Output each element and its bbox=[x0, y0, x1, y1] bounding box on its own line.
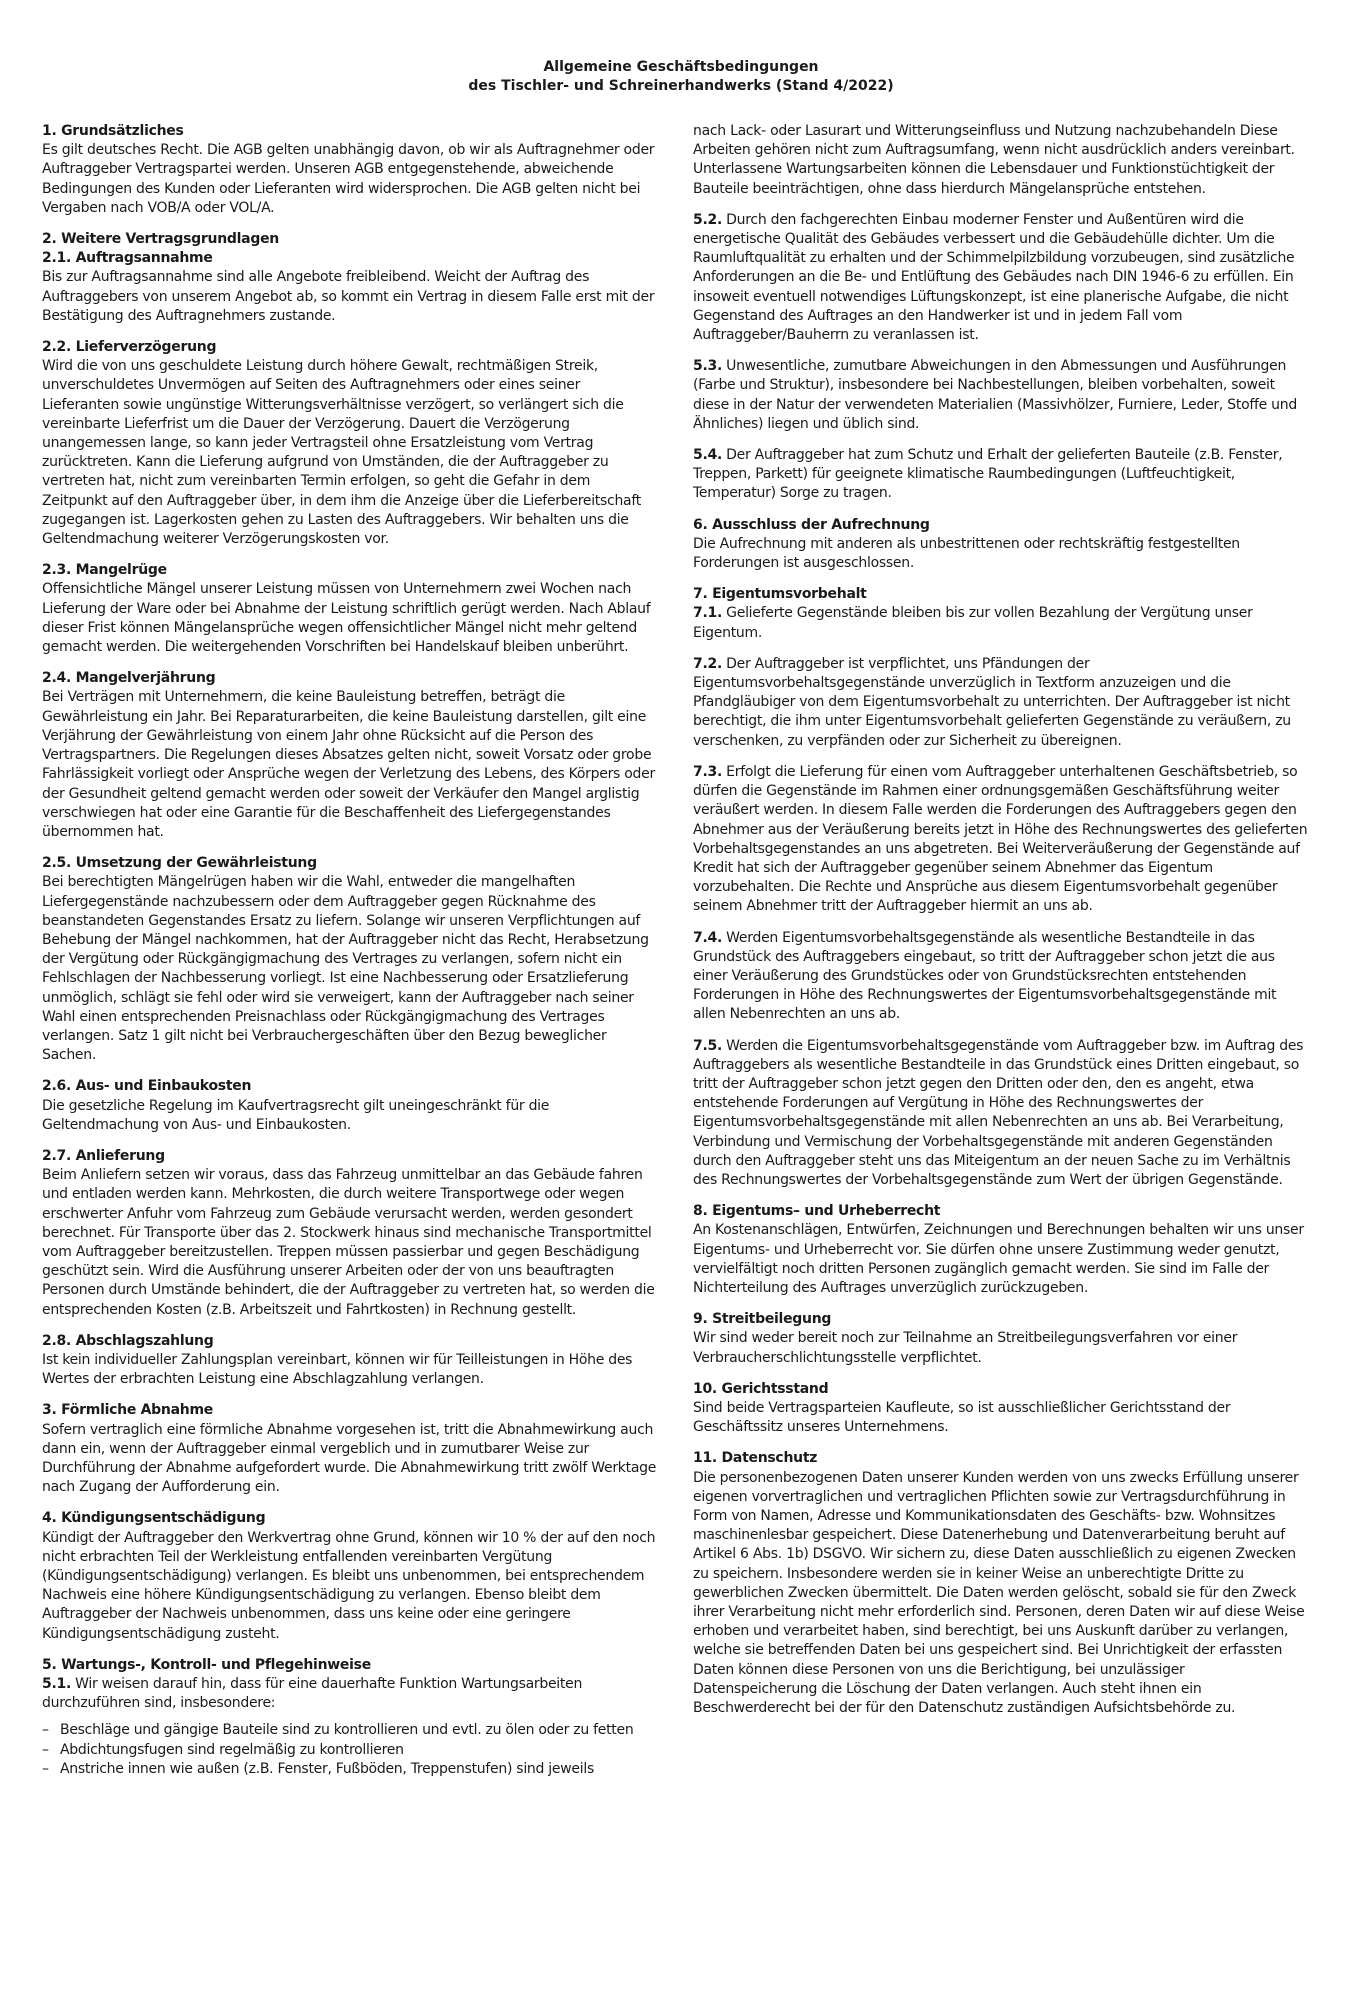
section-2-4 bbox=[42, 669, 658, 842]
section-text bbox=[693, 604, 1309, 642]
list-item: – Beschläge und gängige Bauteile sind zu kontrollieren und evtl. zu ölen oder zu fetten bbox=[42, 1721, 658, 1740]
section-heading: 10. Gerichtsstand bbox=[693, 1380, 829, 1397]
subsection-heading: 2.2. Lieferverzögerung bbox=[42, 339, 217, 356]
section-11 bbox=[693, 1449, 1309, 1718]
clause-number: 5.2. bbox=[693, 211, 722, 228]
clause-number: 5.1. bbox=[42, 1676, 71, 1693]
section-5-2 bbox=[693, 211, 1309, 345]
section-heading: 5. Wartungs-, Kontroll- und Pflegehinweise bbox=[42, 1656, 371, 1673]
clause-text: Werden Eigentumsvorbehaltsgegenstände als wesentliche Bestandteile in das Grundstück des Auftraggebers eingebaut, so tritt der Auftraggeber schon jetzt die aus einer Veräußerung des Grundstückes oder von Grundstücksrechten entstehenden Forderungen in Höhe des Rechnungswertes der Eigentumsvorbehaltsgegenstände mit allen Nebenrechten an uns ab. bbox=[693, 929, 1277, 1023]
section-5-3 bbox=[693, 357, 1309, 434]
section-heading: 1. Grundsätzliches bbox=[42, 123, 184, 139]
section-heading: 11. Datenschutz bbox=[693, 1450, 818, 1467]
section-7-4 bbox=[693, 929, 1309, 1025]
subsection-heading: 2.4. Mangelverjährung bbox=[42, 670, 216, 687]
clause-number: 7.2. bbox=[693, 655, 722, 672]
clause-text: Der Auftraggeber hat zum Schutz und Erhalt der gelieferten Bauteile (z.B. Fenster, Treppen, Parkett) für geeignete klimatische Raumbedingungen (Luftfeuchtigkeit, Temperatur) Sorge zu tragen. bbox=[693, 447, 1283, 502]
subsection-heading: 2.1. Auftragsannahme bbox=[42, 250, 213, 267]
section-heading: 9. Streitbeilegung bbox=[693, 1311, 832, 1328]
section-heading: 7. Eigentumsvorbehalt bbox=[693, 586, 867, 603]
subsection-heading: 2.3. Mangelrüge bbox=[42, 562, 167, 579]
clause-text: Werden die Eigentumsvorbehaltsgegenstände vom Auftraggeber bzw. im Auftrag des Auftraggebers als wesentliche Bestandteile in das Grundstück eines Dritten eingebaut, so tritt der Auftraggeber schon jetzt gegen den Dritten oder den, den es angeht, etwa entstehende Forderungen auf Vergütung in Höhe des Rechnungswertes der Eigentumsvorbehaltsgegenstände mit allen Nebenrechten an uns ab. Bei Verarbeitung, Verbindung und Vermischung der Vorbehaltsgegenstände mit anderen Gegenständen durch den Auftraggeber steht uns das Miteigentum an der neuen Sache zu im Verhältnis des Rechnungswertes der Vorbehaltsgegenstände zum Wert der übrigen Gegenstände. bbox=[693, 1037, 1304, 1188]
clause-text: Gelieferte Gegenstände bleiben bis zur vollen Bezahlung der Vergütung unser Eigentum. bbox=[693, 605, 1253, 641]
section-7-3 bbox=[693, 763, 1309, 917]
section-text: Wird die von uns geschuldete Leistung durch höhere Gewalt, rechtmäßigen Streik, unverschuldetes Unvermögen auf Seiten des Auftragnehmers oder eines seiner Lieferanten sowie ungünstige Witterungsverhältnisse verzögert, so verlängert sich die vereinbarte Lieferfrist um die Dauer der Verzögerung. Dauert die Verzögerung unangemessen lange, so kann jeder Vertragsteil ohne Ersatzleistung vom Vertrag zurücktreten. Kann die Lieferung aufgrund von Umständen, die der Auftraggeber zu vertreten hat, nicht zum vereinbarten Termin erfolgen, so geht die Gefahr in dem Zeitpunkt auf den Auftraggeber über, in dem ihm die Anzeige über die Lieferbereitschaft zugegangen ist. Lagerkosten gehen zu Lasten des Auftraggebers. Wir behalten uns die Geltendmachung weiterer Verzögerungskosten vor. bbox=[42, 358, 641, 548]
section-10 bbox=[693, 1380, 1309, 1438]
subsection-heading: 2.8. Abschlagszahlung bbox=[42, 1332, 214, 1349]
section-5-1-continued bbox=[693, 122, 1309, 199]
section-heading: 8. Eigentums– und Urheberrecht bbox=[693, 1203, 941, 1220]
section-2 bbox=[42, 230, 658, 326]
section-2-2 bbox=[42, 338, 658, 549]
section-text bbox=[693, 655, 1309, 751]
clause-text: Unwesentliche, zumutbare Abweichungen in den Abmessungen und Ausführungen (Farbe und Struktur), insbesondere bei Nachbestellungen, bleiben vorbehalten, soweit diese in der Natur der verwendeten Materialien (Massivhölzer, Furniere, Leder, Stoffe und Ähnliches) liegen und üblich sind. bbox=[693, 358, 1297, 432]
section-text: Es gilt deutsches Recht. Die AGB gelten unabhängig davon, ob wir als Auftragnehmer oder Auftraggeber Vertragspartei werden. Unseren AGB entgegenstehende, abweichende Bedingungen des Kunden oder Lieferanten wird widersprochen. Die AGB gelten nicht bei Vergaben nach VOB/A oder VOL/A. bbox=[42, 142, 655, 216]
section-text: Bis zur Auftragsannahme sind alle Angebote freibleibend. Weicht der Auftrag des Auftraggebers von unserem Angebot ab, so kommt ein Vertrag in diesem Falle erst mit der Bestätigung des Auftragnehmers zustande. bbox=[42, 269, 655, 324]
section-text: Bei berechtigten Mängelrügen haben wir die Wahl, entweder die mangelhaften Liefergegenstände nachzubessern oder dem Auftraggeber gegen Rücknahme des beanstandeten Gegenstandes Ersatz zu liefern. Solange wir unseren Verpflichtungen auf Behebung der Mängel nachkommen, hat der Auftraggeber nicht das Recht, Herabsetzung der Vergütung oder Rückgängigmachung des Vertrages zu verlangen, sofern nicht ein Fehlschlagen der Nachbesserung vorliegt. Ist eine Nachbesserung oder Ersatzlieferung unmöglich, schlägt sie fehl oder wird sie verweigert, kann der Auftraggeber nach seiner Wahl einen entsprechenden Preisnachlass oder Rückgängigmachung des Vertrages verlangen. Satz 1 gilt nicht bei Verbrauchergeschäften über den Bezug beweglicher Sachen. bbox=[42, 874, 649, 1064]
section-text bbox=[693, 929, 1309, 1025]
section-text: Die gesetzliche Regelung im Kaufvertragsrecht gilt uneingeschränkt für die Geltendmachung von Aus- und Einbaukosten. bbox=[42, 1097, 550, 1133]
clause-number: 7.4. bbox=[693, 929, 722, 946]
subsection-heading: 2.6. Aus- und Einbaukosten bbox=[42, 1078, 252, 1095]
clause-number: 5.3. bbox=[693, 358, 722, 375]
section-text bbox=[693, 763, 1309, 917]
section-text: An Kostenanschlägen, Entwürfen, Zeichnungen und Berechnungen behalten wir uns unser Eigentums- und Urheberrecht vor. Sie dürfen ohne unsere Zustimmung weder genutzt, vervielfältigt noch dritten Personen zugänglich gemacht werden. Sie sind im Falle der Nichterteilung des Auftrages unverzüglich zurückzugeben. bbox=[693, 1222, 1304, 1296]
section-heading: 4. Kündigungsentschädigung bbox=[42, 1510, 266, 1527]
section-7 bbox=[693, 585, 1309, 643]
section-text bbox=[693, 1037, 1309, 1191]
section-2-3 bbox=[42, 561, 658, 657]
section-text: Ist kein individueller Zahlungsplan vereinbart, können wir für Teilleistungen in Höhe des Wertes der erbrachten Leistung eine Abschlagzahlung verlangen. bbox=[42, 1351, 633, 1388]
section-7-5 bbox=[693, 1037, 1309, 1191]
section-8 bbox=[693, 1202, 1309, 1298]
section-text: Die personenbezogenen Daten unserer Kunden werden von uns zwecks Erfüllung unserer eigenen vorvertraglichen und vertraglichen Pflichten sowie zur Vertragsdurchführung in Form von Namen, Adresse und Kommunikationsdaten des Geschäfts- bzw. Wohnsitzes maschinenlesbar gespeichert. Diese Datenerhebung und Datenverarbeitung beruht auf Artikel 6 Abs. 1b) DSGVO. Wir sichern zu, diese Daten ausschließlich zu eigenen Zwecken zu speichern. Insbesondere werden sie in keiner Weise an unberechtigte Dritte zu gewerblichen Zwecken übermittelt. Die Daten werden gelöscht, sobald sie für den Zweck ihrer Verarbeitung nicht mehr erforderlich sind. Personen, deren Daten wir auf diese Weise erhoben und verarbeitet haben, sind berechtigt, bei uns Auskunft darüber zu verlangen, welche sie betreffenden Daten bei uns gespeichert sind. Bei Unrichtigkeit der erfassten Daten können diese Personen von uns die Berichtigung, bei unzulässiger Datenspeicherung die Löschung der Daten verlangen. Auch steht ihnen ein Beschwerderecht bei der für den Datenschutz zuständigen Aufsichtsbehörde zu. bbox=[693, 1469, 1305, 1717]
section-2-8 bbox=[42, 1332, 658, 1390]
section-9 bbox=[693, 1310, 1309, 1368]
section-heading: 2. Weitere Vertragsgrundlagen bbox=[42, 231, 279, 248]
section-text: Bei Verträgen mit Unternehmern, die keine Bauleistung betreffen, beträgt die Gewährleistung ein Jahr. Bei Reparaturarbeiten, die keine Bauleistung darstellen, gilt eine Verjährung der Gewährleistung von einem Jahr ohne Rücksicht auf die Person des Vertragspartners. Die Regelungen dieses Absatzes gelten nicht, soweit Vorsatz oder grobe Fahrlässigkeit vorliegt oder Ansprüche wegen der Verletzung des Lebens, des Körpers oder der Gesundheit geltend gemacht werden oder soweit der Verkäufer den Mangel arglistig verschwiegen hat oder eine Garantie für die Beschaffenheit des Liefergegenstandes übernommen hat. bbox=[42, 689, 655, 840]
clause-number: 7.1. bbox=[693, 605, 722, 622]
document-title-line-2: des Tischler- und Schreinerhandwerks (Stand 4/2022) bbox=[468, 78, 894, 94]
section-text: Sofern vertraglich eine förmliche Abnahme vorgesehen ist, tritt die Abnahmewirkung auch dann ein, wenn der Auftraggeber einmal vergeblich und in zumutbarer Weise zur Durchführung der Abnahme aufgefordert wurde. Die Abnahmewirkung tritt zwölf Werktage nach Zugang der Aufforderung ein. bbox=[42, 1421, 657, 1496]
clause-number: 5.4. bbox=[693, 447, 722, 464]
section-heading: 6. Ausschluss der Aufrechnung bbox=[693, 516, 930, 533]
document-title bbox=[0, 58, 1362, 96]
section-2-7 bbox=[42, 1147, 658, 1320]
maintenance-list bbox=[42, 1721, 658, 1779]
clause-text: Durch den fachgerechten Einbau moderner Fenster und Außentüren wird die energetische Qualität des Gebäudes verbessert und die Gebäudehülle dichter. Um die Raumluftqualität zu erhalten und der Schimmelpilzbildung vorzubeugen, sind zusätzliche Anforderungen an die Be- und Entlüftung des Gebäudes nach DIN 1946-6 zu erfüllen. Ein insoweit eventuell notwendiges Lüftungskonzept, ist eine planerische Aufgabe, die nicht Gegenstand des Auftrages an den Handwerker ist und in jedem Fall vom Auftraggeber/Bauherrn zu veranlassen ist. bbox=[693, 211, 1295, 344]
section-4 bbox=[42, 1509, 658, 1643]
section-text bbox=[693, 446, 1309, 504]
section-text bbox=[693, 211, 1309, 345]
section-text: Offensichtliche Mängel unserer Leistung müssen von Unternehmern zwei Wochen nach Lieferung der Ware oder bei Abnahme der Leistung schriftlich gerügt werden. Nach Ablauf dieser Frist können Mängelansprüche wegen offensichtlicher Mängel nicht mehr geltend gemacht werden. Die weitergehenden Vorschriften bei Handelskauf bleiben unberührt. bbox=[42, 581, 651, 656]
clause-number: 7.5. bbox=[693, 1037, 722, 1054]
list-item: – Anstriche innen wie außen (z.B. Fenster, Fußböden, Treppenstufen) sind jeweils bbox=[42, 1760, 658, 1779]
section-3 bbox=[42, 1401, 658, 1497]
left-column bbox=[42, 122, 658, 1791]
section-5-4 bbox=[693, 446, 1309, 504]
section-heading: 3. Förmliche Abnahme bbox=[42, 1402, 213, 1419]
document-title-line-1: Allgemeine Geschäftsbedingungen bbox=[543, 59, 819, 75]
section-1 bbox=[42, 122, 658, 218]
section-text bbox=[42, 1675, 658, 1713]
clause-text: Wir weisen darauf hin, dass für eine dauerhafte Funktion Wartungsarbeiten durchzuführen sind, insbesondere: bbox=[42, 1676, 583, 1712]
section-2-6 bbox=[42, 1077, 658, 1135]
section-text: Wir sind weder bereit noch zur Teilnahme an Streitbeilegungsverfahren vor einer Verbraucherschlichtungsstelle verpflichtet. bbox=[693, 1330, 1238, 1366]
section-6 bbox=[693, 516, 1309, 574]
right-column bbox=[693, 122, 1309, 1730]
section-text: Sind beide Vertragsparteien Kaufleute, so ist ausschließlicher Gerichtsstand der Geschäftssitz unseres Unternehmens. bbox=[693, 1399, 1231, 1436]
section-2-5 bbox=[42, 854, 658, 1065]
list-item: – Abdichtungsfugen sind regelmäßig zu kontrollieren bbox=[42, 1741, 658, 1760]
subsection-heading: 2.5. Umsetzung der Gewährleistung bbox=[42, 855, 317, 872]
section-text: nach Lack- oder Lasurart und Witterungseinfluss und Nutzung nachzubehandeln Diese Arbeiten gehören nicht zum Auftragsumfang, wenn nicht ausdrücklich anders vereinbart. Unterlassene Wartungsarbeiten können die Lebensdauer und Funktionstüchtigkeit der Bauteile beeinträchtigen, ohne dass hierdurch Mängelansprüche entstehen. bbox=[693, 123, 1295, 197]
section-5 bbox=[42, 1656, 658, 1779]
section-text: Die Aufrechnung mit anderen als unbestrittenen oder rechtskräftig festgestellten Forderungen ist ausgeschlossen. bbox=[693, 535, 1240, 572]
clause-text: Der Auftraggeber ist verpflichtet, uns Pfändungen der Eigentumsvorbehaltsgegenstände unverzüglich in Textform anzuzeigen und die Pfandgläubiger von dem Eigentumsvorbehalt zu unterrichten. Der Auftraggeber ist nicht berechtigt, die ihm unter Eigentumsvorbehalt gelieferten Gegenstände zu veräußern, zu verschenken, zu verpfänden oder zur Sicherheit zu übereignen. bbox=[693, 655, 1291, 749]
section-text bbox=[693, 357, 1309, 434]
subsection-heading: 2.7. Anlieferung bbox=[42, 1147, 165, 1164]
section-text: Beim Anliefern setzen wir voraus, dass das Fahrzeug unmittelbar an das Gebäude fahren und entladen werden kann. Mehrkosten, die durch weitere Transportwege oder wegen erschwerter Anfuhr vom Fahrzeug zum Gebäude verursacht werden, werden gesondert berechnet. Für Transporte über das 2. Stockwerk hinaus sind mechanische Transportmittel vom Auftraggeber bereitzustellen. Treppen müssen passierbar und gegen Beschädigung geschützt sein. Wird die Ausführung unserer Arbeiten oder der von uns beauftragten Personen durch Umstände behindert, die der Auftraggeber zu vertreten hat, so werden die entsprechenden Kosten (z.B. Arbeitszeit und Fahrtkosten) in Rechnung gestellt. bbox=[42, 1167, 655, 1318]
clause-text: Erfolgt die Lieferung für einen vom Auftraggeber unterhaltenen Geschäftsbetrieb, so dürfen die Gegenstände im Rahmen einer ordnungsgemäßen Geschäftsführung weiter veräußert werden. In diesem Falle werden die Forderungen des Auftraggebers gegen den Abnehmer aus der Veräußerung bereits jetzt in Höhe des Rechnungswertes des gelieferten Vorbehaltsgegenstandes an uns abgetreten. Bei Weiterveräußerung der Gegenstände auf Kredit hat sich der Auftraggeber gegenüber seinem Abnehmer das Eigentum vorzubehalten. Die Rechte und Ansprüche aus diesem Eigentumsvorbehalt gegenüber seinem Abnehmer tritt der Auftraggeber hiermit an uns ab. bbox=[693, 763, 1308, 915]
section-7-2 bbox=[693, 655, 1309, 751]
clause-number: 7.3. bbox=[693, 763, 722, 780]
section-text: Kündigt der Auftraggeber den Werkvertrag ohne Grund, können wir 10 % der auf den noch nicht erbrachten Teil der Werkleistung entfallenden vereinbarten Vergütung (Kündigungsentschädigung) verlangen. Es bleibt uns unbenommen, bei entsprechendem Nachweis eine höhere Kündigungsentschädigung zu verlangen. Ebenso bleibt dem Auftraggeber der Nachweis unbenommen, dass uns keine oder eine geringere Kündigungsentschädigung zusteht. bbox=[42, 1529, 656, 1642]
